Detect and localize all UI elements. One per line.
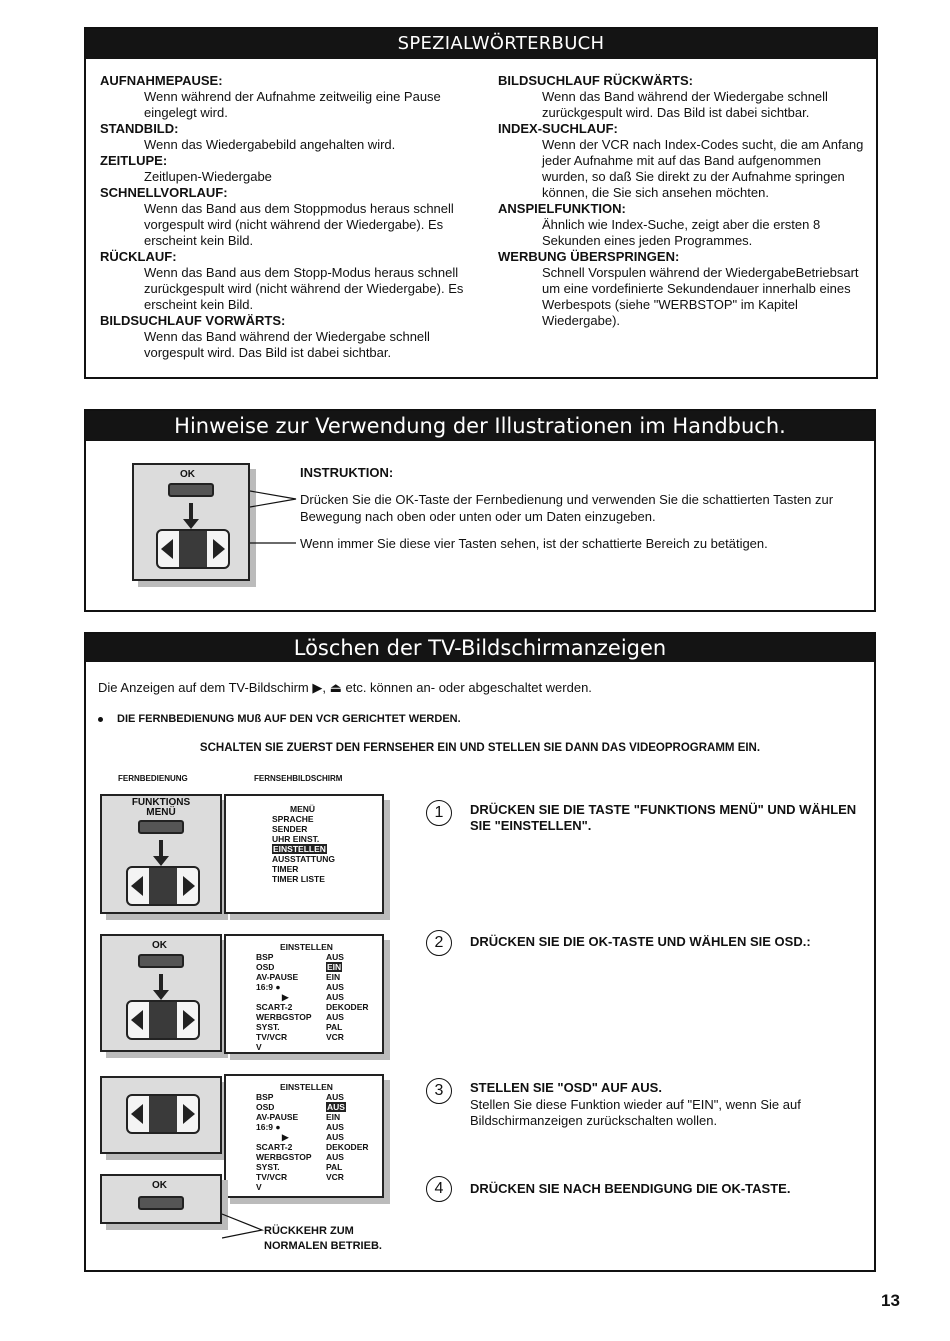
direction-pad-icon bbox=[156, 529, 230, 569]
arrow-down-icon bbox=[189, 503, 193, 521]
remote-ok-final-illustration bbox=[100, 1174, 222, 1224]
glossary-box bbox=[84, 27, 878, 379]
step-subtext: Stellen Sie diese Funktion wieder auf "EIN", wenn Sie auf Bildschirmanzeigen zurückschalten wollen. bbox=[470, 1097, 801, 1128]
remote-direction-illustration bbox=[100, 1076, 222, 1154]
remote-menu-illustration bbox=[100, 794, 222, 914]
menu-item: SENDER bbox=[272, 824, 308, 834]
step-text: DRÜCKEN SIE DIE TASTE "FUNKTIONS MENÜ" UND WÄHLEN SIE "EINSTELLEN". bbox=[470, 802, 857, 833]
settings-row: TV/VCR VCR bbox=[256, 1032, 344, 1042]
settings-row: AV-PAUSE EIN bbox=[256, 972, 341, 982]
glossary-definition: Wenn der VCR nach Index-Codes sucht, die am Anfang jeder Aufnahme mit auf das Band aufgenommen wurden, so daß Sie direkt zu der Aufnahme springen können, die Sie sich ansehen möchten. bbox=[542, 137, 864, 200]
settings-row: V bbox=[256, 1182, 262, 1192]
step-text: DRÜCKEN SIE DIE OK-TASTE UND WÄHLEN SIE OSD.: bbox=[470, 934, 811, 949]
glossary-definition: Ähnlich wie Index-Suche, zeigt aber die ersten 8 Sekunden eines jeden Programmes. bbox=[542, 217, 821, 248]
glossary-left-column bbox=[100, 73, 470, 361]
settings-row: WERBGSTOP AUS bbox=[256, 1012, 344, 1022]
glossary-banner bbox=[86, 29, 876, 59]
illustrations-banner bbox=[86, 411, 874, 441]
arrow-down-icon bbox=[159, 974, 163, 992]
settings-row: WERBGSTOP AUS bbox=[256, 1152, 344, 1162]
settings-title: EINSTELLEN bbox=[280, 1082, 333, 1092]
settings-row: ▶ AUS bbox=[282, 1132, 344, 1142]
direction-pad-icon bbox=[126, 866, 200, 906]
label-screen: FERNSEHBILDSCHIRM bbox=[254, 774, 343, 783]
glossary-definition: Wenn das Band während der Wiedergabe schnell vorgespult wird. Das Bild ist dabei sichtbar. bbox=[144, 329, 430, 360]
settings-row: SYST. PAL bbox=[256, 1162, 343, 1172]
glossary-definition: Wenn das Band aus dem Stopp-Modus heraus schnell zurückgespult wird (nicht während der Wiedergabe). Es erscheint kein Bild. bbox=[144, 265, 464, 312]
osd-intro: Die Anzeigen auf dem TV-Bildschirm ▶, ⏏ etc. können an- oder abgeschaltet werden. bbox=[98, 680, 592, 695]
step-number: 3 bbox=[426, 1078, 452, 1104]
settings-row: 16:9 ● AUS bbox=[256, 1122, 344, 1132]
glossary-term: WERBUNG ÜBERSPRINGEN: bbox=[498, 249, 680, 264]
glossary-term: RÜCKLAUF: bbox=[100, 249, 177, 264]
glossary-term: AUFNAHMEPAUSE: bbox=[100, 73, 223, 88]
menu-item: TIMER LISTE bbox=[272, 874, 325, 884]
remote-illustration bbox=[132, 463, 250, 581]
ok-button-icon bbox=[168, 483, 214, 497]
ok-button-icon bbox=[138, 1196, 184, 1210]
switch-on-instruction: SCHALTEN SIE ZUERST DEN FERNSEHER EIN UND STELLEN SIE DANN DAS VIDEOPROGRAMM EIN. bbox=[199, 742, 761, 754]
settings-row: V bbox=[256, 1042, 262, 1052]
settings-row: BSP AUS bbox=[256, 1092, 344, 1102]
settings-row: AV-PAUSE EIN bbox=[256, 1112, 341, 1122]
glossary-title: SPEZIALWÖRTERBUCH bbox=[397, 33, 605, 54]
glossary-term: BILDSUCHLAUF VORWÄRTS: bbox=[100, 313, 286, 328]
osd-section-box bbox=[84, 632, 876, 1272]
ok-label: OK bbox=[180, 469, 195, 480]
menu-title: MENÜ bbox=[290, 804, 316, 814]
step-text: DRÜCKEN SIE NACH BEENDIGUNG DIE OK-TASTE. bbox=[470, 1181, 791, 1196]
illustrations-title: Hinweise zur Verwendung der Illustrationen im Handbuch. bbox=[174, 414, 786, 438]
bullet-dot bbox=[98, 717, 103, 722]
step-number: 2 bbox=[426, 930, 452, 956]
glossary-definition: Wenn das Band während der Wiedergabe schnell zurückgespult wird. Das Bild ist dabei sichtbar. bbox=[542, 89, 828, 120]
glossary-term: ANSPIELFUNKTION: bbox=[498, 201, 626, 216]
glossary-term: SCHNELLVORLAUF: bbox=[100, 185, 228, 200]
menu-item-selected: EINSTELLEN bbox=[273, 844, 326, 854]
settings-row-osd: OSD EIN bbox=[256, 962, 342, 972]
step-text: STELLEN SIE "OSD" AUF AUS. bbox=[470, 1080, 662, 1095]
osd-banner bbox=[86, 634, 874, 662]
direction-pad-icon bbox=[126, 1000, 200, 1040]
tv-screen-menu bbox=[224, 794, 384, 914]
tv-screen-settings-a bbox=[224, 934, 384, 1054]
tv-screen-settings-b bbox=[224, 1074, 384, 1198]
settings-row-osd: OSD AUS bbox=[256, 1102, 345, 1112]
arrow-down-icon bbox=[159, 840, 163, 858]
glossary-term: INDEX-SUCHLAUF: bbox=[498, 121, 618, 136]
settings-row: TV/VCR VCR bbox=[256, 1172, 344, 1182]
step-number: 1 bbox=[426, 800, 452, 826]
ok-button-icon bbox=[138, 954, 184, 968]
bullet-text: DIE FERNBEDIENUNG MUß AUF DEN VCR GERICHTET WERDEN. bbox=[117, 713, 461, 725]
bullet-note bbox=[98, 713, 461, 725]
glossary-definition: Zeitlupen-Wiedergabe bbox=[144, 169, 272, 184]
menu-item: UHR EINST. bbox=[272, 834, 320, 844]
remote-ok-illustration bbox=[100, 934, 222, 1052]
label-remote: FERNBEDIENUNG bbox=[118, 774, 188, 783]
function-menu-label: FUNKTIONS MENÜ bbox=[131, 797, 191, 818]
glossary-definition: Schnell Vorspulen während der WiedergabeBetriebsart um eine vordefinierte Sekundendauer innerhalb eines Werbespots (siehe "WERBSTOP" im Kapitel Wiedergabe). bbox=[542, 265, 859, 328]
glossary-definition: Wenn das Wiedergabebild angehalten wird. bbox=[144, 137, 396, 152]
instruction-note: Wenn immer Sie diese vier Tasten sehen, ist der schattierte Bereich zu betätigen. bbox=[300, 536, 768, 551]
direction-pad-icon bbox=[126, 1094, 200, 1134]
menu-item: TIMER bbox=[272, 864, 299, 874]
page-number: 13 bbox=[881, 1291, 900, 1310]
settings-row: 16:9 ● AUS bbox=[256, 982, 344, 992]
glossary-right-column bbox=[498, 73, 870, 329]
ok-label: OK bbox=[152, 940, 167, 951]
step-number: 4 bbox=[426, 1176, 452, 1202]
settings-row: ▶ AUS bbox=[282, 992, 344, 1002]
menu-button-icon bbox=[138, 820, 184, 834]
glossary-term: STANDBILD: bbox=[100, 121, 179, 136]
return-text: RÜCKKEHR ZUM NORMALEN BETRIEB. bbox=[264, 1225, 382, 1252]
glossary-term: BILDSUCHLAUF RÜCKWÄRTS: bbox=[498, 73, 693, 88]
settings-row: SCART-2 DEKODER bbox=[256, 1002, 369, 1012]
glossary-definition: Wenn während der Aufnahme zeitweilig eine Pause eingelegt wird. bbox=[144, 89, 441, 120]
illustrations-box bbox=[84, 409, 876, 612]
settings-row: SYST. PAL bbox=[256, 1022, 343, 1032]
instruction-title: INSTRUKTION: bbox=[300, 465, 394, 480]
settings-row: BSP AUS bbox=[256, 952, 344, 962]
glossary-definition: Wenn das Band aus dem Stoppmodus heraus schnell vorgespult wird (nicht während der Wiedergabe). Es erscheint kein Bild. bbox=[144, 201, 454, 248]
instruction-text: Drücken Sie die OK-Taste der Fernbedienung und verwenden Sie die schattierten Tasten zur Bewegung nach oben oder unten oder um Daten einzugeben. bbox=[300, 492, 834, 524]
ok-label: OK bbox=[152, 1180, 167, 1191]
menu-item: SPRACHE bbox=[272, 814, 314, 824]
menu-item: AUSSTATTUNG bbox=[272, 854, 335, 864]
settings-title: EINSTELLEN bbox=[280, 942, 333, 952]
osd-section-title: Löschen der TV-Bildschirmanzeigen bbox=[293, 636, 667, 660]
glossary-term: ZEITLUPE: bbox=[100, 153, 168, 168]
settings-row: SCART-2 DEKODER bbox=[256, 1142, 369, 1152]
